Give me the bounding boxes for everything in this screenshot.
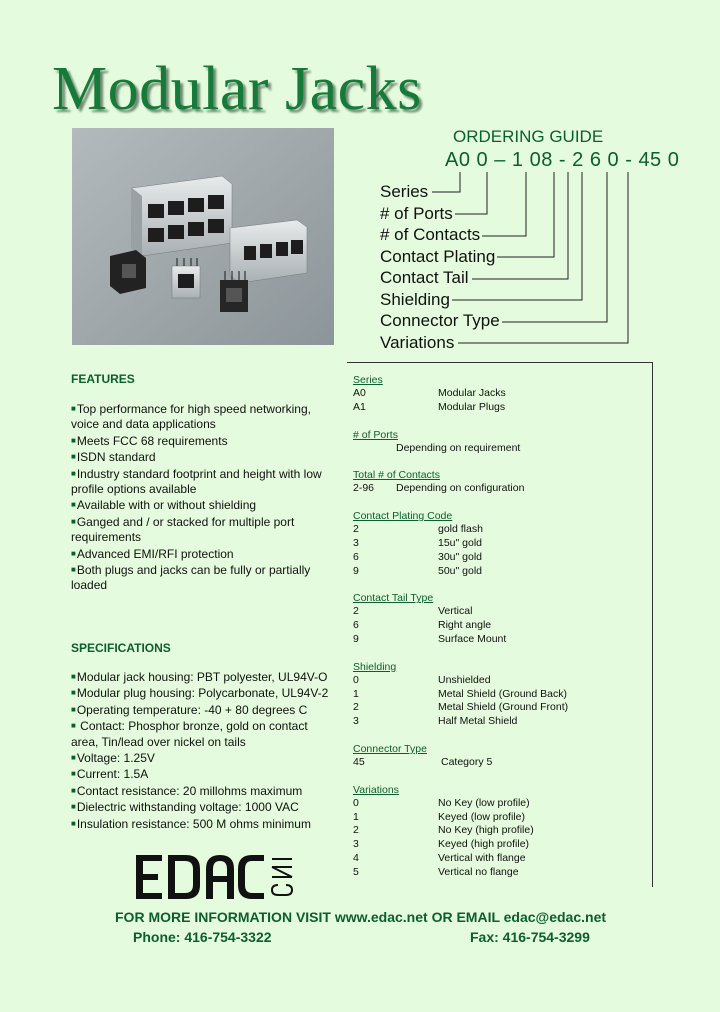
phone-number: Phone: 416-754-3322 [133, 929, 272, 945]
option-group-ports: # of Ports Depending on requirement [353, 428, 648, 456]
code-series: A0 [445, 149, 471, 171]
edac-logo-graphic [136, 853, 296, 901]
code-dash: - [558, 149, 567, 171]
og-label-connector: Connector Type [380, 311, 500, 330]
option-row: 4 Vertical with flange [353, 851, 526, 864]
option-row: 5 Vertical no flange [353, 865, 519, 878]
options-content [353, 373, 648, 893]
list-item: ■Advanced EMI/RFI protection [71, 546, 234, 561]
code-contacts: 08 [529, 149, 553, 171]
specifications-list [71, 669, 336, 832]
option-row: A0 Modular Jacks [353, 387, 506, 399]
code-plating: 2 [572, 149, 584, 171]
option-group-connector: Connector Type 45 Category 5 [353, 742, 648, 770]
option-row: 0 Unshielded [353, 673, 491, 686]
option-row: 3 15u" gold [353, 536, 483, 549]
list-item: ■Operating temperature: -40 + 80 degrees C [71, 702, 308, 717]
option-row: 2 No Key (high profile) [353, 824, 534, 837]
fax-number: Fax: 416-754-3299 [470, 929, 590, 945]
option-row: 9 50u" gold [353, 564, 483, 577]
list-item: ■ISDN standard [71, 450, 156, 465]
option-row: 1 Metal Shield (Ground Back) [353, 687, 567, 700]
list-item: ■Current: 1.5A [71, 767, 149, 782]
og-label-shielding: Shielding [380, 290, 450, 309]
option-row: 2 gold flash [353, 523, 483, 536]
list-item: ■Available with or without shielding [71, 498, 257, 513]
list-item: ■ Contact: Phosphor bronze, gold on contact area, Tin/lead over nickel on tails [71, 719, 308, 749]
list-item: ■Modular plug housing: Polycarbonate, UL94V-2 [71, 686, 329, 701]
option-group-plating: Contact Plating Code 2 gold flash 3 15u" gold 6 30u" gold 9 50u" gold [353, 509, 648, 578]
code-shielding: 0 [607, 149, 620, 171]
code-connector: 45 [638, 149, 662, 171]
list-item: ■Industry standard footprint and height with low profile options available [71, 466, 322, 497]
option-row: 2-96 Depending on configuration [353, 482, 525, 495]
option-group-series: Series A0 Modular Jacks A1 Modular Plugs [353, 373, 648, 415]
list-item: ■Dielectric withstanding voltage: 1000 VAC [71, 800, 299, 815]
list-item: ■Meets FCC 68 requirements [71, 433, 228, 448]
option-group-tail: Contact Tail Type 2 Vertical 6 Right angle 9 Surface Mount [353, 591, 648, 646]
list-item: ■Modular jack housing: PBT polyester, UL94V-O [71, 670, 328, 684]
code-ports-count: 1 [511, 149, 524, 171]
part-number-code [445, 149, 679, 172]
option-group-shielding: Shielding 0 Unshielded 1 Metal Shield (Ground Back) 2 Metal Shield (Ground Front) 3 Half Metal Shield [353, 660, 648, 729]
more-info-text: FOR MORE INFORMATION VISIT www.edac.net OR EMAIL edac@edac.net [115, 909, 607, 925]
ordering-guide-title: ORDERING GUIDE [453, 127, 604, 146]
option-row: 6 Right angle [353, 619, 492, 632]
list-item: ■Both plugs and jacks can be fully or partially loaded [71, 563, 311, 593]
option-row: 2 Vertical [353, 605, 473, 618]
option-row: 1 Keyed (low profile) [353, 810, 525, 823]
code-tail: 6 [589, 149, 602, 171]
code-variation: 0 [667, 149, 680, 171]
edac-logo [136, 853, 296, 901]
og-label-plating: Contact Plating [380, 247, 496, 266]
list-item: ■Voltage: 1.25V [71, 751, 155, 766]
option-row: 3 Keyed (high profile) [353, 838, 530, 851]
option-row: A1 Modular Plugs [353, 400, 506, 413]
option-row: 45 Category 5 [353, 755, 493, 768]
og-label-tail: Contact Tail [380, 268, 469, 287]
option-row: 3 Half Metal Shield [353, 715, 518, 728]
product-photo [72, 128, 334, 345]
list-item: ■Contact resistance: 20 millohms maximum [71, 783, 303, 798]
option-group-variations: Variations 0 No Key (low profile) 1 Keyed (low profile) 2 No Key (high profile) 3 Keyed (high profile) 4 Vertical with flange 5 Vertical no flange [353, 783, 648, 880]
og-label-contacts: # of Contacts [380, 225, 481, 244]
option-row: 2 Metal Shield (Ground Front) [353, 701, 569, 714]
option-row: 9 Surface Mount [353, 632, 507, 645]
code-ports: 0 [476, 149, 489, 171]
list-item: ■Top performance for high speed networking, voice and data applications [71, 402, 311, 432]
og-label-series: Series [380, 182, 429, 201]
option-row: Depending on requirement [396, 441, 521, 454]
option-row: 6 30u" gold [353, 550, 483, 563]
specifications-heading: SPECIFICATIONS [71, 641, 171, 655]
og-label-variations: Variations [380, 333, 455, 352]
option-row: 0 No Key (low profile) [353, 796, 530, 809]
code-dash: – [494, 149, 506, 171]
features-heading: FEATURES [71, 372, 135, 386]
list-item: ■Insulation resistance: 500 M ohms minimum [71, 816, 311, 831]
og-label-ports: # of Ports [380, 204, 453, 223]
code-dash: - [625, 149, 633, 171]
option-group-contacts: Total # of Contacts 2-96 Depending on configuration [353, 468, 648, 496]
modular-jacks-illustration [72, 128, 334, 345]
features-list [71, 401, 336, 594]
list-item: ■Ganged and / or stacked for multiple port requirements [71, 514, 295, 545]
page-title: Modular Jacks [52, 55, 422, 123]
